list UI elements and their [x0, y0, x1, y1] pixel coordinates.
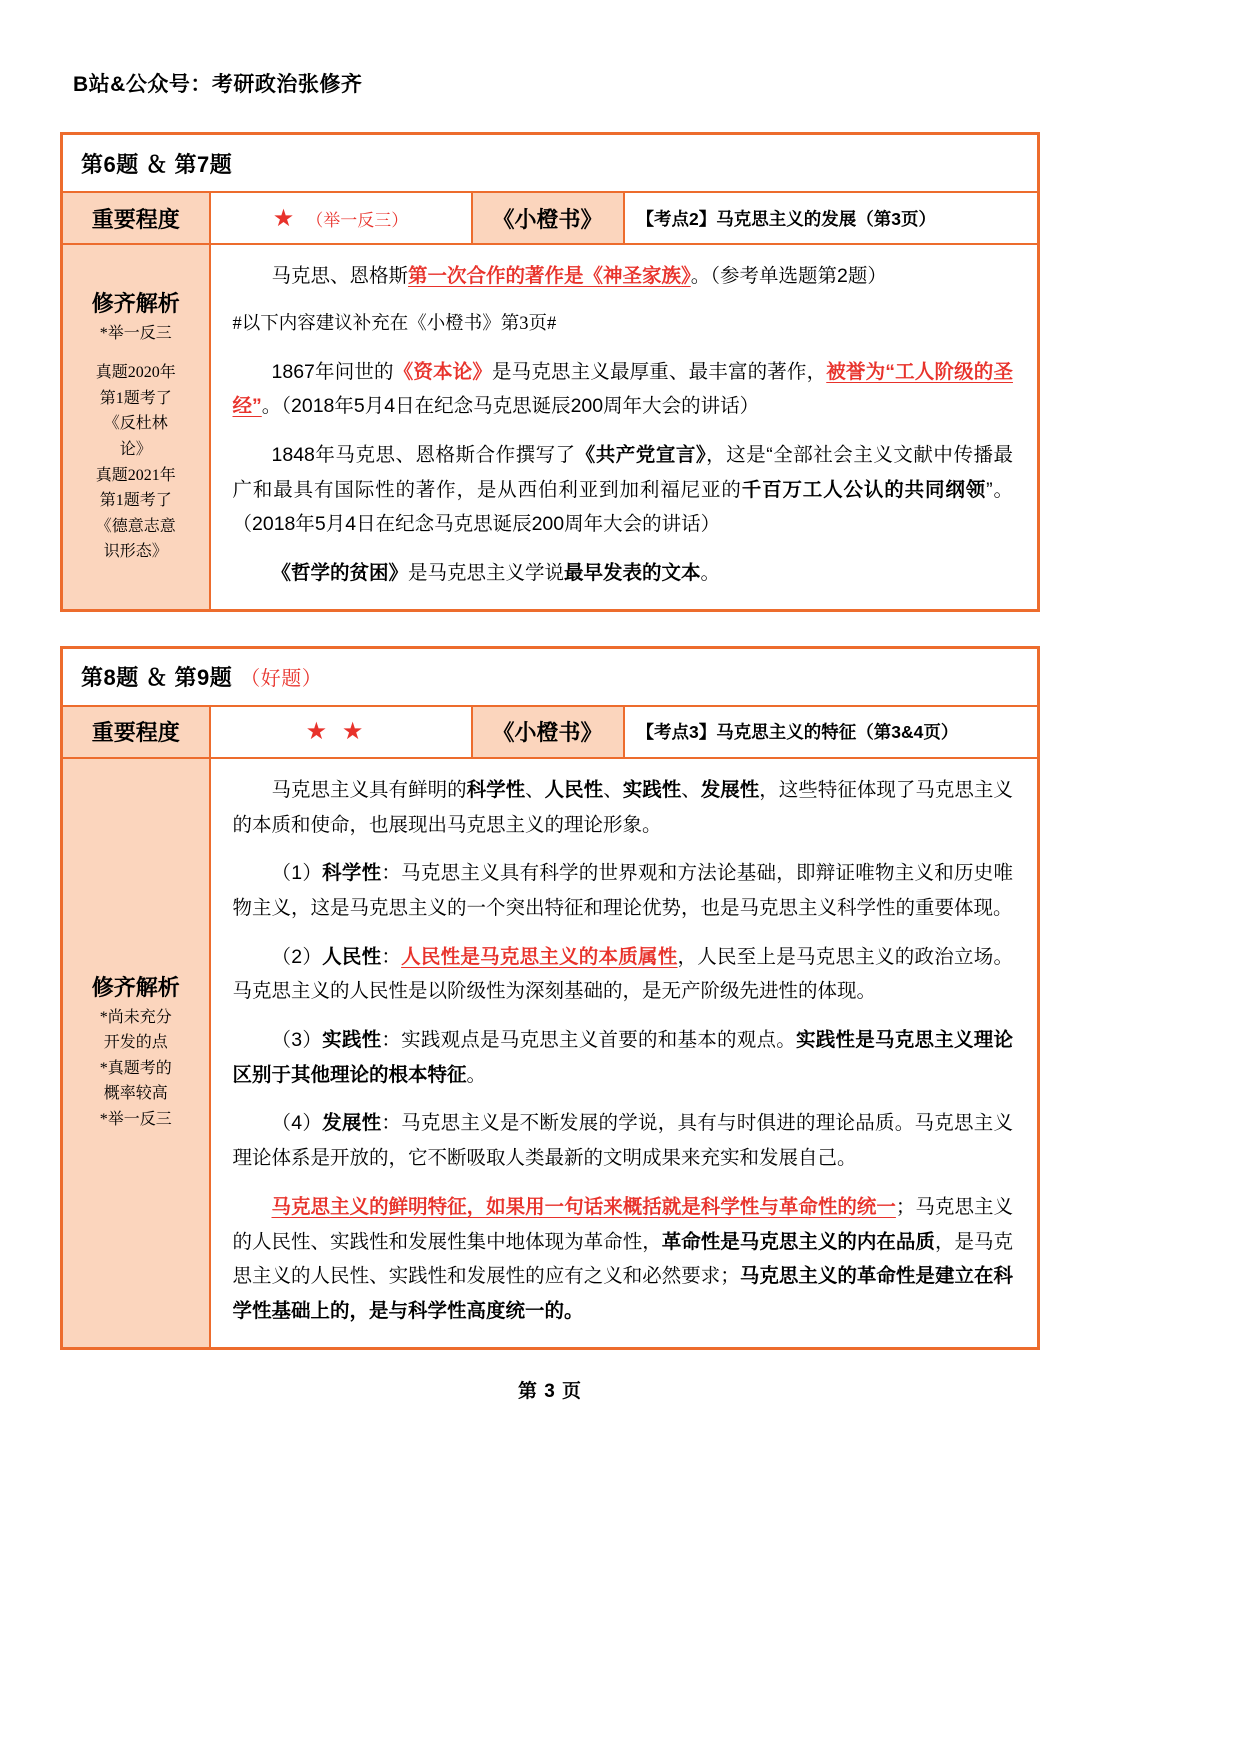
- text-run: 最早发表的文本: [564, 562, 701, 585]
- analysis-paragraph: [233, 438, 1014, 542]
- title-row: [62, 134, 1039, 193]
- title-row: [62, 647, 1039, 706]
- importance-label: 重要程度: [62, 192, 210, 244]
- text-run: 马克思主义的鲜明特征，如果用一句话来概括就是科学性与革命性的统一: [271, 1195, 896, 1218]
- analysis-paragraph: [233, 556, 1014, 591]
- importance-rating-cell: [210, 192, 472, 244]
- importance-label: 重要程度: [62, 706, 210, 758]
- text-run: ，是马克思主义的人民性、实践性和发展性的应有之义和必然要求；: [232, 1230, 1013, 1288]
- text-run: #以下内容建议补充在《小橙书》第3页#: [232, 313, 557, 334]
- text-run: ：实践观点是马克思主义首要的和基本的观点。: [381, 1029, 797, 1052]
- text-run: 、: [525, 778, 545, 801]
- analysis-body-1: [210, 244, 1039, 610]
- analysis-paragraph: [233, 1190, 1014, 1329]
- importance-row: [62, 192, 1039, 244]
- analysis-row: [62, 244, 1039, 610]
- sidebar-note-line: 第1题考了: [99, 389, 172, 407]
- star-rating-icon: ★ ★: [305, 718, 368, 746]
- analysis-sidebar-1: [62, 244, 210, 610]
- text-run: 、: [603, 778, 623, 801]
- text-run: 实践性是马克思主义理论区别于其他理论的根本特征: [232, 1029, 1013, 1086]
- text-run: 革命性是马克思主义的内在品质: [661, 1230, 935, 1253]
- text-run: 人民性: [544, 778, 604, 801]
- text-run: 、: [681, 778, 701, 801]
- sidebar-title: 修齐解析: [91, 290, 180, 316]
- text-run: ，这是“全部社会主义文献中传播最广和最具有国际性的著作，是从西伯利亚到加利福尼亚的: [232, 444, 1013, 501]
- sidebar-note-line: 《德意志意: [95, 517, 176, 535]
- text-run: （3）: [271, 1029, 323, 1052]
- text-run: （1）: [271, 862, 323, 885]
- text-run: ：马克思主义是不断发展的学说，具有与时俱进的理论品质。马克思主义理论体系是开放的，它不断吸取人类最新的文明成果来充实和发展自己。: [232, 1112, 1013, 1170]
- knowledge-point: 【考点2】马克思主义的发展（第3页）: [624, 192, 1039, 244]
- section-title: 第6题 ＆ 第7题: [81, 151, 233, 177]
- text-run: ：马克思主义具有科学的世界观和方法论基础，即辩证唯物主义和历史唯物主义，这是马克思主义的一个突出特征和理论优势，也是马克思主义科学性的重要体现。: [232, 862, 1013, 919]
- sidebar-note-line: 识形态》: [103, 543, 168, 561]
- text-run: 。: [700, 562, 721, 585]
- text-run: 马克思主义的革命性是建立在科学性基础上的，是与科学性高度统一的。: [232, 1265, 1013, 1322]
- sidebar-notes: [69, 321, 203, 565]
- text-run: 。（2018年5月4日在纪念马克思诞辰200周年大会的讲话）: [261, 395, 760, 418]
- text-run: 是马克思主义最厚重、最丰富的著作，: [492, 360, 827, 383]
- text-run: 实践性: [622, 778, 682, 801]
- text-run: 发展性: [322, 1112, 382, 1135]
- text-run: ；马克思主义的人民性、实践性和发展性集中地体现为革命性，: [232, 1195, 1013, 1253]
- page-footer: 第 3 页: [517, 1380, 583, 1402]
- sidebar-note-line: *真题考的: [99, 1059, 172, 1077]
- section-title-cell: [62, 647, 1039, 706]
- analysis-body-2: [210, 758, 1039, 1348]
- sidebar-note-line: 真题2021年: [95, 466, 176, 484]
- text-run: ，这些特征体现了马克思主义的本质和使命，也展现出马克思主义的理论形象。: [232, 778, 1013, 836]
- importance-hint: （举一反三）: [306, 210, 409, 230]
- text-run: 人民性: [322, 945, 382, 968]
- sidebar-note-line: 第1题考了: [99, 492, 172, 510]
- text-run: 《哲学的贫困》: [271, 562, 409, 585]
- channel-header: B站&公众号：考研政治张修齐: [73, 73, 363, 96]
- text-run: ，人民至上是马克思主义的政治立场。马克思主义的人民性是以阶级性为深刻基础的，是无产阶级先进性的体现。: [232, 945, 1013, 1003]
- question-block-2: [60, 646, 1040, 1350]
- analysis-paragraph: [233, 259, 1014, 294]
- sidebar-note-line: *举一反三: [99, 1111, 172, 1128]
- question-block-1: [60, 132, 1040, 612]
- text-run: （4）: [271, 1112, 323, 1135]
- analysis-paragraph: [233, 355, 1014, 424]
- text-run: （2）: [271, 945, 323, 968]
- sidebar-note-line: 概率较高: [103, 1085, 168, 1103]
- analysis-sidebar-2: [62, 758, 210, 1348]
- sidebar-note-line: 真题2020年: [95, 364, 176, 382]
- star-rating-icon: ★: [272, 204, 299, 232]
- text-run: 《资本论》: [393, 360, 492, 383]
- sidebar-note-line: 论》: [119, 440, 152, 458]
- text-run: 。（参考单选题第2题）: [690, 265, 887, 287]
- sidebar-note-line: 《反杜林: [103, 415, 168, 433]
- sidebar-notes: [69, 1005, 203, 1133]
- analysis-paragraph: [233, 940, 1014, 1009]
- sidebar-spacer: [69, 346, 203, 360]
- text-run: 被誉为“工人阶级的圣经”: [232, 360, 1013, 418]
- text-run: 千百万工人公认的共同纲领: [741, 478, 987, 501]
- text-run: ”。（2018年5月4日在纪念马克思诞辰200周年大会的讲话）: [232, 478, 1013, 536]
- importance-rating-cell: [210, 706, 472, 758]
- knowledge-point: 【考点3】马克思主义的特征（第3&4页）: [624, 706, 1039, 758]
- section-title: 第8题 ＆ 第9题: [81, 665, 233, 691]
- sidebar-note-line: *尚未充分: [99, 1008, 172, 1026]
- text-run: 是马克思主义学说: [408, 562, 565, 585]
- text-run: 第一次合作的著作是《神圣家族》: [408, 265, 691, 287]
- text-run: 马克思、恩格斯: [271, 265, 409, 287]
- text-run: 《共产党宣言》: [575, 444, 707, 467]
- analysis-paragraph: [233, 856, 1014, 925]
- book-reference: 《小橙书》: [472, 192, 624, 244]
- section-title-cell: [62, 134, 1039, 193]
- text-run: 实践性: [322, 1029, 382, 1052]
- analysis-paragraph: [233, 308, 1014, 341]
- analysis-paragraph: [233, 773, 1014, 842]
- section-title-note: （好题）: [240, 668, 323, 691]
- text-run: 科学性: [466, 778, 526, 801]
- analysis-paragraph: [233, 1106, 1014, 1175]
- text-run: 科学性: [322, 862, 382, 885]
- text-run: 发展性: [700, 778, 760, 801]
- sidebar-note-line: 开发的点: [103, 1034, 168, 1052]
- sidebar-note-line: *举一反三: [99, 324, 172, 342]
- text-run: 。: [466, 1063, 487, 1086]
- book-reference: 《小橙书》: [472, 706, 624, 758]
- text-run: 马克思主义具有鲜明的: [271, 778, 467, 801]
- importance-row: [62, 706, 1039, 758]
- sidebar-title: 修齐解析: [91, 974, 180, 1000]
- text-run: 1848年马克思、恩格斯合作撰写了: [271, 444, 576, 467]
- text-run: 人民性是马克思主义的本质属性: [401, 945, 678, 968]
- text-run: 1867年问世的: [271, 360, 394, 383]
- analysis-paragraph: [233, 1023, 1014, 1092]
- text-run: ：: [381, 945, 402, 968]
- analysis-row: [62, 758, 1039, 1348]
